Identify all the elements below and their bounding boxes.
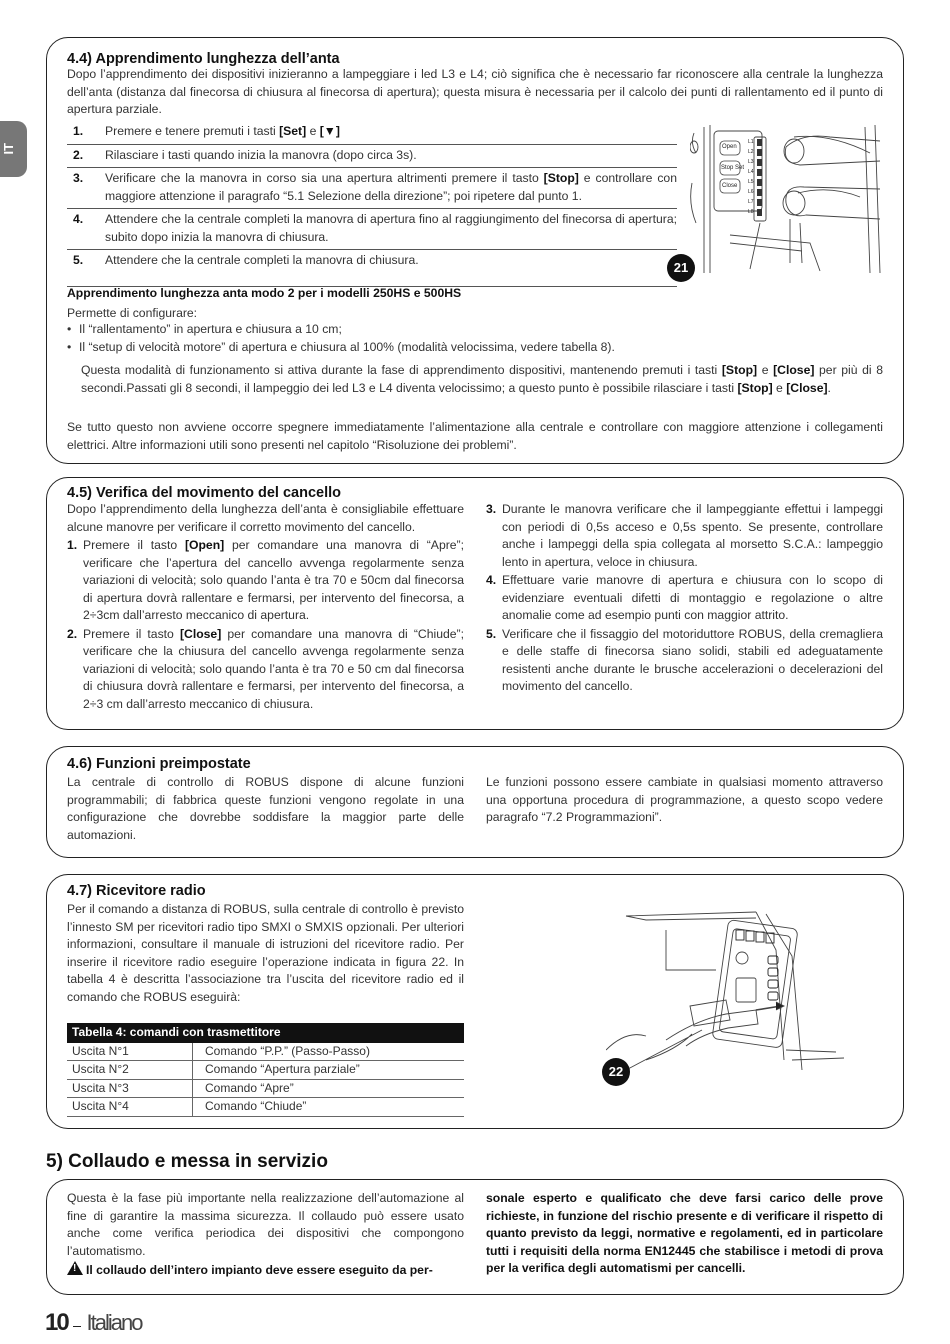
commands-table-title: Tabella 4: comandi con trasmettitore: [67, 1023, 464, 1043]
bullet-item: • Il “setup di velocità motore” di apertura e chiusura al 100% (modalità velocissima, vedere tabella 8).: [67, 339, 883, 357]
page-number: 10: [45, 1309, 68, 1336]
figure-21-badge: 21: [667, 254, 695, 282]
fig21-led-label: L7: [748, 199, 754, 205]
check-list-right: [486, 501, 883, 696]
footer-separator: [73, 1326, 81, 1327]
step-text: Premere e tenere premuti i tasti [Set] e [▼]: [105, 121, 677, 144]
bullet-item: • Il “rallentamento” in apertura e chiusura a 10 cm;: [67, 321, 883, 339]
section-5-warning: ! Il collaudo dell’intero impianto deve essere eseguito da per-: [67, 1261, 464, 1280]
step-row: [67, 168, 677, 209]
fig21-led-label: L6: [748, 189, 754, 195]
step-row: [67, 144, 677, 168]
language-tab: [0, 121, 27, 177]
section-4-4-closing: Se tutto questo non avviene occorre spegnere immediatamente l’alimentazione alla centrale e controllare con maggiore attenzione i collegamenti elettrici. Altre informazioni utili sono presenti nel capitolo “Risoluzione dei problemi”.: [67, 420, 883, 452]
step-text: Attendere che la centrale completi la manovra di apertura fino al raggiungimento del finecorsa di apertura; subito dopo inizia la manovra di chiusura.: [105, 209, 677, 250]
mode2-title: Apprendimento lunghezza anta modo 2 per i modelli 250HS e 500HS: [67, 286, 462, 300]
section-4-6-right: Le funzioni possono essere cambiate in qualsiasi momento attraverso una opportuna procedura di programmazione, a questo scopo vedere paragrafo “7.2 Programmazioni”.: [486, 775, 883, 824]
section-4-7-text: Per il comando a distanza di ROBUS, sulla centrale di controllo è previsto l’innesto SM per ricevitori radio tipo SMXI o SMXIS opzionali. Per ulteriori informazioni, consultare il manuale di istruzioni del ricevitore radio. Per inserire il ricevitore radio eseguire l’operazione indicata in figura 22. In tabella 4 è descritta l’associazione tra l’uscita del ricevitore radio ed il comando che ROBUS eseguirà:: [67, 902, 464, 1004]
check-item: 2. Premere il tasto [Close] per comandare una manovra di “Chiude”; verificare che la chiusura del cancello avvenga regolarmente senza variazioni di velocità; solo quando l’anta è tra 70 e 50 cm dal finecorsa di chiusura dovrà rallentare e fermarsi, per intervento del finecorsa, a 2÷3 cm dall’arresto meccanico di chiusura.: [67, 626, 464, 711]
step-text: Verificare che la manovra in corso sia una apertura altrimenti premere il tasto [Stop] e controllare con maggiore attenzione il paragrafo “5.1 Selezione della direzione”; poi ripetere dal punto 1.: [105, 168, 677, 209]
table-cell: Uscita N°3: [67, 1079, 193, 1098]
step-row: [67, 250, 677, 287]
table-cell: Comando “Chiude”: [193, 1098, 465, 1117]
fig21-led-label: L3: [748, 159, 754, 165]
section-5-right: sonale esperto e qualificato che deve farsi carico delle prove richieste, in funzione del rischio presente e di verificare il rispetto di quanto previsto da leggi, normative e regolamenti, ed in particolare tutti i requisiti della norma EN12445 che stabilisce i metodi di prova per la verifica degli automatismi per cancelli.: [486, 1191, 883, 1275]
table-cell: Uscita N°1: [67, 1043, 193, 1061]
table-cell: Uscita N°2: [67, 1061, 193, 1080]
section-4-5-title: 4.5) Verifica del movimento del cancello: [67, 485, 341, 501]
fig21-led-label: L5: [748, 179, 754, 185]
section-4-4-title: 4.4) Apprendimento lunghezza dell’anta: [67, 51, 340, 67]
table-row: [67, 1061, 464, 1080]
step-text: Attendere che la centrale completi la manovra di chiusura.: [105, 250, 677, 287]
step-number: 5.: [67, 250, 105, 287]
fig21-led-label: L8: [748, 209, 754, 215]
figure-22-illustration: [606, 910, 846, 1080]
language-tab-label: IT: [1, 142, 17, 155]
table-cell: Comando “Apre”: [193, 1079, 465, 1098]
step-number: 3.: [67, 168, 105, 209]
step-number: 4.: [67, 209, 105, 250]
section-5-heading: 5) Collaudo e messa in servizio: [46, 1151, 328, 1172]
page-footer: [45, 1309, 142, 1336]
warning-icon: !: [67, 1261, 83, 1275]
mode2-intro: Permette di configurare:: [67, 306, 198, 320]
check-list-left: [67, 537, 464, 713]
section-5-intro: Questa è la fase più importante nella realizzazione dell’automazione al fine di garantire la massima sicurezza. Il collaudo può essere usato anche come verifica periodica dei dispositivi che compongono l’automatismo.: [67, 1191, 464, 1258]
fig21-led-label: L1: [748, 139, 754, 145]
section-4-5-intro: Dopo l’apprendimento della lunghezza dell’anta è consigliabile effettuare alcune manovre per verificare il corretto movimento del cancello.: [67, 502, 464, 534]
mode2-bullets: [67, 321, 883, 356]
check-item: 4. Effettuare varie manovre di apertura e chiusura con lo scopo di evidenziare eventuali difetti di montaggio e regolazione o altre anomalie come ad esempio punti con maggior attrito.: [486, 573, 883, 622]
fig21-led-label: L4: [748, 169, 754, 175]
section-4-7-title: 4.7) Ricevitore radio: [67, 883, 206, 899]
section-4-6-left: La centrale di controllo di ROBUS dispone di alcune funzioni programmabili; di fabbrica queste funzioni vengono regolate in una configurazione che dovrebbe soddisfare la maggior parte delle automazioni.: [67, 775, 464, 842]
check-item: 5. Verificare che il fissaggio del motoriduttore ROBUS, della cremagliera e delle staffe di finecorsa siano solidi, stabili ed adeguatamente resistenti anche durante le brusche accelerazioni o decelerazioni del movimento del cancello.: [486, 626, 883, 693]
steps-table: [67, 121, 677, 287]
step-row: [67, 121, 677, 144]
table-cell: Uscita N°4: [67, 1098, 193, 1117]
table-row: [67, 1043, 464, 1061]
fig21-btn-open: Open: [722, 144, 737, 150]
step-number: 1.: [67, 121, 105, 144]
table-cell: Comando “P.P.” (Passo-Passo): [193, 1043, 465, 1061]
figure-22-badge: 22: [602, 1058, 630, 1086]
table-row: [67, 1098, 464, 1117]
table-row: [67, 1079, 464, 1098]
fig21-btn-close: Close: [722, 183, 738, 189]
step-number: 2.: [67, 144, 105, 168]
commands-table: [67, 1023, 464, 1117]
fig21-btn-stopset: Stop Set: [721, 165, 745, 171]
section-4-4-intro: Dopo l’apprendimento dei dispositivi inizieranno a lampeggiare i led L3 e L4; ciò significa che è necessario far riconoscere alla centrale la lunghezza dell’anta (distanza dal finecorsa di chiusura al finecorsa di apertura); questa misura è necessaria per il calcolo dei punti di rallentamento ed il punto di apertura parziale.: [67, 67, 883, 116]
mode2-description: Questa modalità di funzionamento si attiva durante la fase di apprendimento dispositivi, mantenendo premuti i tasti [Stop] e [Close] per più di 8 secondi.Passati gli 8 secondi, il lampeggio dei led L3 e L4 diventa velocissimo; a questo punto è possibile rilasciare i tasti [Stop] e [Close].: [81, 363, 883, 395]
footer-language: Italiano: [86, 1310, 142, 1335]
figure-21-illustration: [690, 123, 885, 275]
section-4-5-left-column: [67, 501, 464, 713]
fig21-led-label: L2: [748, 149, 754, 155]
table-cell: Comando “Apertura parziale”: [193, 1061, 465, 1080]
check-item: 3. Durante le manovra verificare che il lampeggiante effettui i lampeggi con periodi di 0,5s acceso e 0,5s spento. Se presente, controllare anche i lampeggi della spia collegata al morsetto S.C.A.: lampeggio lento in apertura, veloce in chiusura.: [486, 502, 883, 569]
check-item: 1. Premere il tasto [Open] per comandare una manovra di “Apre”; verificare che l’apertura del cancello avvenga regolarmente senza variazioni di velocità; solo quando l’anta è tra 70 e 50cm dal finecorsa di apertura dovrà rallentare e fermarsi, per intervento del finecorsa, a 2÷3cm dall’arresto meccanico di apertura.: [67, 538, 464, 622]
step-text: Rilasciare i tasti quando inizia la manovra (dopo circa 3s).: [105, 144, 677, 168]
section-5-left: [67, 1190, 464, 1280]
section-4-5-right-column: [486, 501, 883, 696]
step-row: [67, 209, 677, 250]
section-4-6-title: 4.6) Funzioni preimpostate: [67, 756, 251, 772]
